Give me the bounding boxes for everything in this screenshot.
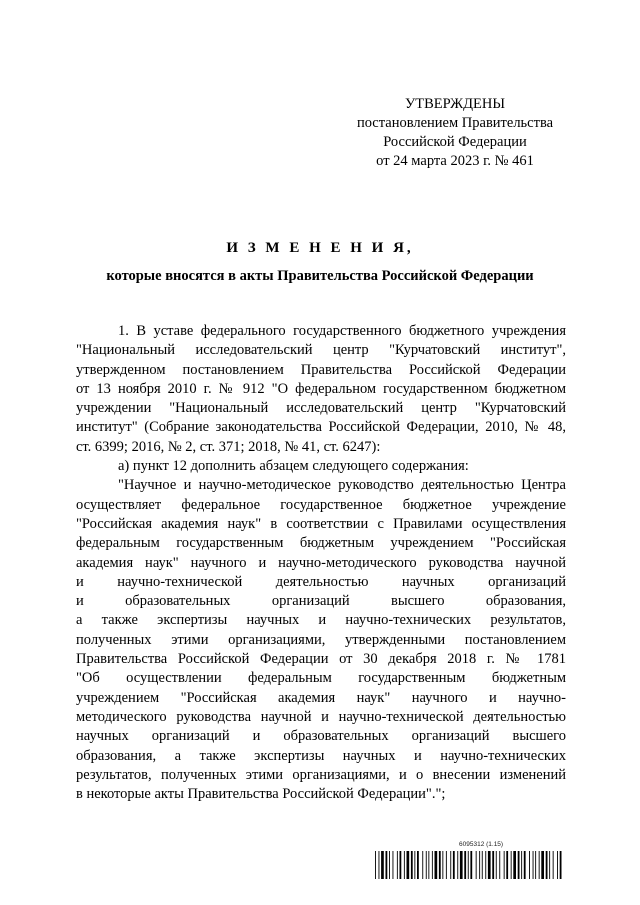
text-line: академия наук" научного и научно-методического руководства научной (76, 554, 566, 571)
document-subtitle: которые вносятся в акты Правительства Российской Федерации (106, 268, 534, 284)
text-line: осуществляет федеральное государственное бюджетное учреждение (76, 496, 566, 513)
approval-line: постановлением Правительства (356, 115, 554, 131)
text-line: "Научное и научно-методическое руководство деятельностью Центра (118, 477, 566, 494)
approval-date: от 24 марта 2023 г. № 461 (376, 153, 534, 169)
text-line: федеральным государственным бюджетным учреждением "Российская (76, 535, 566, 552)
approval-heading: УТВЕРЖДЕНЫ (404, 96, 506, 112)
document-body (76, 322, 566, 804)
approval-block (340, 95, 570, 171)
text-line: образования, а также экспертизы научных и научно-технических (76, 747, 566, 764)
text-line: полученных этими организациями, утвержденными постановлением (76, 631, 566, 648)
text-line: от 13 ноября 2010 г. № 912 "О федеральном государственном бюджетном (76, 380, 566, 397)
document-code: 6095312 (1.15) (459, 841, 504, 848)
text-line: "Национальный исследовательский центр "Курчатовский институт", (76, 342, 566, 359)
text-line: научных организаций и образовательных организаций высшего (76, 728, 566, 745)
text-line: результатов, полученных этими организациями, и о внесении изменений (76, 766, 566, 783)
text-line: "Российская академия наук" в соответствии с Правилами осуществления (76, 515, 566, 532)
text-line: методического руководства научной и научно-технической деятельностью (76, 708, 566, 725)
text-line: Правительства Российской Федерации от 30 декабря 2018 г. № 1781 (76, 651, 566, 668)
barcode-icon (375, 851, 565, 879)
text-line: и образовательных организаций высшего образования, (76, 593, 566, 610)
text-line: а) пункт 12 дополнить абзацем следующего содержания: (118, 458, 469, 475)
text-line: в некоторые акты Правительства Российской Федерации"."; (76, 786, 446, 803)
approval-line: Российской Федерации (383, 134, 527, 150)
text-line: 1. В уставе федерального государственного бюджетного учреждения (118, 323, 566, 339)
text-line: утвержденном постановлением Правительства Российской Федерации (76, 361, 566, 378)
text-line: институт" (Собрание законодательства Российской Федерации, 2010, № 48, (76, 419, 566, 436)
document-title: И З М Е Н Е Н И Я, (226, 240, 414, 256)
text-line: а также экспертизы научных и научно-технических результатов, (76, 612, 566, 629)
text-line: ст. 6399; 2016, № 2, ст. 371; 2018, № 41, ст. 6247): (76, 438, 381, 455)
text-line: учреждением "Российская академия наук" научного и научно- (76, 689, 566, 706)
text-line: "Об осуществлении федеральным государственным бюджетным (76, 670, 566, 687)
text-line: учреждении "Национальный исследовательский центр "Курчатовский (76, 400, 566, 417)
text-line: и научно-технической деятельностью научных организаций (76, 573, 566, 590)
